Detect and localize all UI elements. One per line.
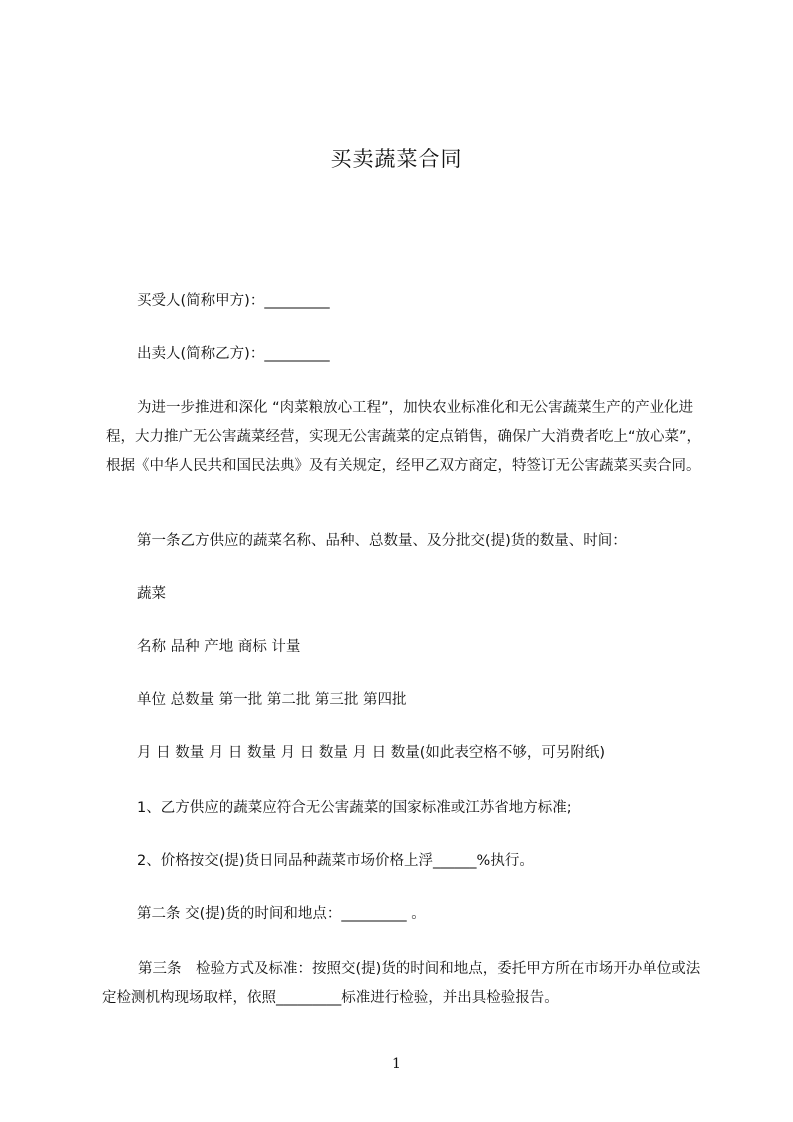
buyer-line: 买受人(简称甲方)：_________ xyxy=(137,293,330,309)
item-1: 1、乙方供应的蔬菜应符合无公害蔬菜的国家标准或江苏省地方标准; xyxy=(137,800,572,816)
document-title: 买卖蔬菜合同 xyxy=(330,147,463,171)
article-1: 第一条乙方供应的蔬菜名称、品种、总数量、及分批交(提)货的数量、时间： xyxy=(137,533,627,549)
article-2: 第二条 交(提)货的时间和地点：_________ 。 xyxy=(137,906,426,922)
page-number: 1 xyxy=(392,1056,401,1072)
intro-text: 为进一步推进和深化 “肉菜粮放心工程”，加快农业标准化和无公害蔬菜生产的产业化进程，大力推广无公害蔬菜经营，实现无公害蔬菜的定点销售，确保广大消费者吃上“放心菜”，根据《中华人民共和国民法典》及有关规定，经甲乙双方商定，特签订无公害蔬菜买卖合同。 xyxy=(106,400,702,474)
seller-line: 出卖人(简称乙方)：_________ xyxy=(137,346,330,362)
article-3-paragraph xyxy=(102,955,712,1013)
table-line-3: 单位 总数量 第一批 第二批 第三批 第四批 xyxy=(137,692,407,708)
table-line-4: 月 日 数量 月 日 数量 月 日 数量 月 日 数量(如此表空格不够，可另附纸) xyxy=(137,745,606,761)
item-2: 2、价格按交(提)货日同品种蔬菜市场价格上浮______%执行。 xyxy=(137,853,534,869)
table-line-1: 蔬菜 xyxy=(137,586,166,602)
table-line-2: 名称 品种 产地 商标 计量 xyxy=(137,639,301,655)
intro-paragraph xyxy=(106,394,706,481)
article-3-text: 第三条 检验方式及标准：按照交(提)货的时间和地点，委托甲方所在市场开办单位或法定检测机构现场取样，依照_________标准进行检验，并出具检验报告。 xyxy=(102,961,701,1006)
